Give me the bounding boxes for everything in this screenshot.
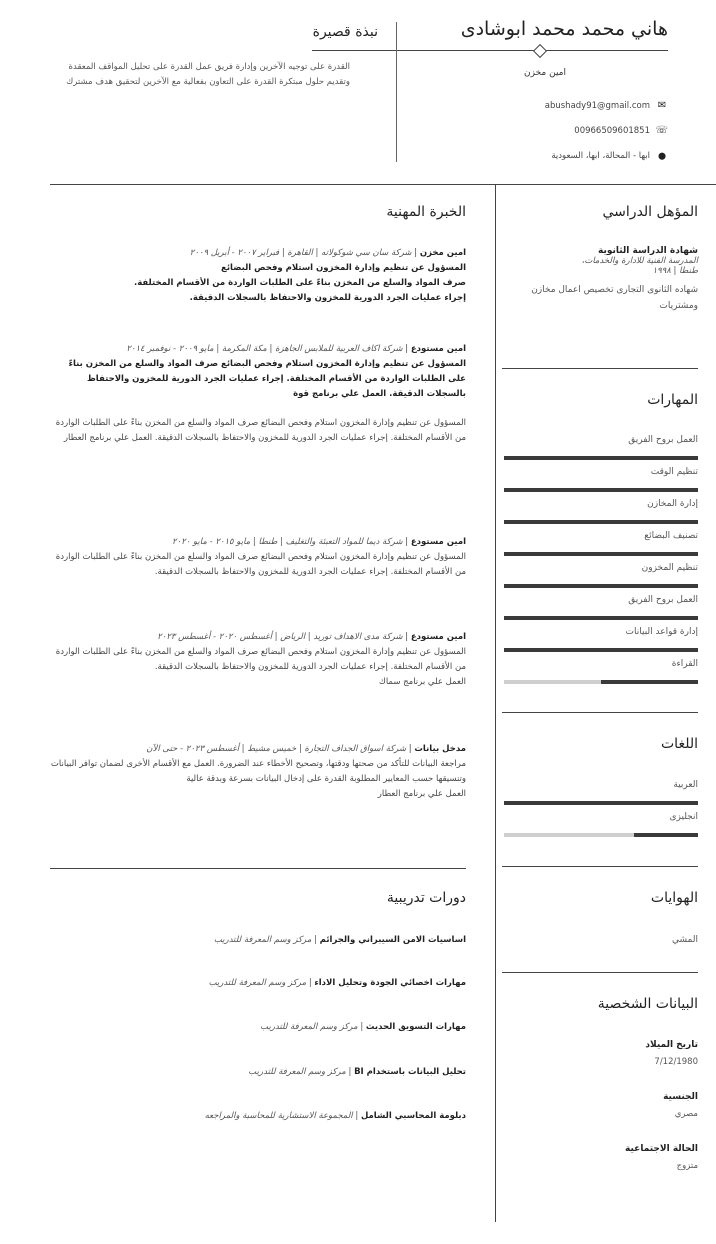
language-label: انجليزى [669,812,698,822]
section-rule [50,868,466,869]
skill-label: إدارة قواعد البيانات [625,627,698,637]
role-meta: شركة اسواق الجداف التجارة | خميس مشيط | أغسطس ٢٠٢٣ - حتى الآن [146,744,407,754]
skill-level-fill [504,456,698,460]
courses-title: دورات تدريبية [386,890,466,906]
about-title: نبذة قصيرة [312,24,378,40]
skill-level-bar [504,584,698,588]
course-institution: مركز وسم المعرفة للتدريب [248,1067,346,1077]
skill-label: تنظيم الوقت [650,467,698,477]
skill-label: العمل بروح الفريق [628,595,698,605]
experience-item: امين مستودع | شركة مدى الاهداف توريد | الرياض | أغسطس ٢٠٢٠ - أغسطس ٢٠٢٣ المسؤول عن تنظيم وإدارة المخزون استلام وفحص البضائع صرف المواد والسلع من المخزن بناءً على الطلبات الواردة من الأقسام المختلفة. إجراء عمليات الجرد الدورية للمخزون والاحتفاظ بالسجلات الدقيقة. العمل علي برنامج سماك [50,630,466,690]
skills-title: المهارات [647,392,698,408]
experience-line: صرف المواد والسلع من المخزن بناءً على الطلبات الواردة من الأقسام المختلفة. [134,278,466,288]
about-text: القدرة على توجيه الآخرين وإدارة فريق عمل القدرة على تحليل المواقف المعقدة وتقديم حلول مبتكرة القدرة على التعاون بفعالية مع الآخرين لتحقيق هدف مشترك [66,62,350,87]
language-level-fill [504,801,698,805]
experience-line: المسؤول عن تنظيم وإدارة المخزون استلام وفحص البضائع صرف المواد والسلع من المخزن بناءً على الطلبات الواردة من الأقسام المختلفة. إجراء عمليات الجرد الدورية للمخزون والاحتفاظ بالسجلات الدقيقة. [55,647,466,672]
school: المدرسة الفنية للادارة والخدمات، [581,256,698,266]
skill-level-bar [504,648,698,652]
role-title: امين مخزن [419,248,466,258]
skill-level-bar [504,520,698,524]
course-item: تحليل البيانات باستخدام BI | مركز وسم المعرفة للتدريب [248,1067,466,1077]
course-item: دبلومة المحاسبي الشامل | المجموعة الاستشارية للمحاسبة والمراجعه [204,1111,466,1121]
role-title: امين مستودع [410,344,466,354]
name-underline [312,50,668,51]
hobbies-title: الهوايات [650,890,698,906]
course-institution: مركز وسم المعرفة للتدريب [213,935,312,945]
course-institution: مركز وسم المعرفة للتدريب [208,978,307,988]
course-institution: المجموعة الاستشارية للمحاسبة والمراجعه [204,1111,353,1121]
languages-title: اللغات [661,736,698,752]
skill-label: تنظيم المخزون [641,563,698,573]
role-meta: شركة اكاف العربية للملابس الجاهزة | مكة المكرمة | مايو ٢٠٠٩ - نوفمبر ٢٠١٤ [126,344,403,354]
job-title: امين مخزن [524,68,566,78]
contact-phone[interactable] [574,125,668,136]
skill-label: العمل بروح الفريق [628,435,698,445]
header-divider [396,22,397,162]
skill-level-bar [504,616,698,620]
experience-line: المسؤول عن تنظيم وإدارة المخزون استلام وفحص البضائع صرف المواد والسلع من المخزن بناءً على الطلبات الواردة من الأقسام المختلفة. إجراء عمليات الجرد الدورية للمخزون والاحتفاظ بالسجلات الدقيقة. العمل علي برنامج قوة [68,359,466,399]
skill-level-fill [504,488,698,492]
skill-level-fill [504,552,698,556]
course-name: اساسيات الامن السيبراني والجرائم [319,935,466,945]
envelope-icon: ✉ [657,100,667,111]
course-name: مهارات التسويق الحديث [365,1022,466,1032]
language-level-bar [504,801,698,805]
language-label: العربية [673,780,698,790]
skill-level-bar [504,680,698,684]
section-rule [502,368,698,369]
diamond-ornament [533,44,547,58]
email-text: abushady91@gmail.com [544,100,650,111]
marital-status-label: الحالة الاجتماعية [625,1144,698,1154]
skill-label: القراءة [671,659,698,669]
contact-email[interactable] [545,100,668,111]
skill-level-fill [601,680,698,684]
address-text: ابها - المحالة، ابها، السعودية [551,151,650,161]
role-title: امين مستودع [410,537,466,547]
experience-line: المسؤول عن تنظيم وإدارة المخزون استلام وفحص البضائع صرف المواد والسلع من المخزن بناءً على الطلبات الواردة من الأقسام المختلفة. إجراء عمليات الجرد الدورية للمخزون والاحتفاظ بالسجلات الدقيقة. العمل علي برنامج العطار [55,418,466,443]
education-description: شهاده الثانوى التجارى تخصيص اعمال مخازن ومشتريات [531,285,698,311]
course-name: تحليل البيانات باستخدام BI [354,1067,466,1077]
skill-level-fill [504,648,698,652]
experience-line: إجراء عمليات الجرد الدورية للمخزون والاحتفاظ بالسجلات الدقيقة. [189,293,466,303]
experience-line: العمل علي برنامج العطار [377,789,466,799]
section-rule [502,866,698,867]
school-location: طنطا | ١٩٩٨ [652,266,698,276]
location-pin-icon: ⬤ [658,152,666,160]
column-divider [495,184,496,1222]
skill-label: إدارة المخازن [647,499,698,509]
experience-item: امين مستودع | شركة ديما للمواد التعبئة والتغليف | طنطا | مايو ٢٠١٥ - مايو ٢٠٢٠ المسؤول عن تنظيم وإدارة المخزون استلام وفحص البضائع صرف المواد والسلع من المخزن بناءً على الطلبات الواردة من الأقسام المختلفة. إجراء عمليات الجرد الدورية للمخزون والاحتفاظ بالسجلات الدقيقة. [50,535,466,580]
course-name: دبلومة المحاسبي الشامل [360,1111,466,1121]
role-meta: شركة مدى الاهداف توريد | الرياض | أغسطس ٢٠٢٠ - أغسطس ٢٠٢٣ [157,632,403,642]
phone-icon: ☏ [655,125,668,136]
experience-line: العمل علي برنامج سماك [378,677,466,687]
course-name: مهارات اخصائي الجودة وتحليل الاداء [314,978,466,988]
contact-address [551,151,668,161]
skill-level-bar [504,552,698,556]
experience-line: مراجعة البيانات للتأكد من صحتها ودقتها، وتصحيح الأخطاء عند الضرورة. العمل مع الأقسام الأخرى لضمان توافر البيانات وتنسيقها حسب المعايير المطلوبة القدرة على إدخال البيانات بسرعة وبدقة عالية [50,759,466,784]
language-level-bar [504,833,698,837]
skill-level-fill [504,584,698,588]
experience-item: امين مخزن | شركة سان سي شوكولاته | القاهرة | فبراير ٢٠٠٧ - أبريل ٢٠٠٩ المسؤول عن تنظيم وإدارة المخزون استلام وفحص البضائع صرف المواد والسلع من المخزن بناءً على الطلبات الواردة من الأقسام المختلفة. إجراء عمليات الجرد الدورية للمخزون والاحتفاظ بالسجلات الدقيقة. [50,246,466,306]
skill-level-fill [504,520,698,524]
nationality-label: الجنسية [663,1092,698,1102]
language-level-fill [634,833,698,837]
hobby-item: المشي [672,935,698,945]
role-meta: شركة ديما للمواد التعبئة والتغليف | طنطا | مايو ٢٠١٥ - مايو ٢٠٢٠ [172,537,403,547]
skill-label: تصنيف البضائع [644,531,698,541]
birthdate-value: 7/12/1980 [654,1057,698,1067]
experience-line: المسؤول عن تنظيم وإدارة المخزون استلام وفحص البضائع صرف المواد والسلع من المخزن بناءً على الطلبات الواردة من الأقسام المختلفة. إجراء عمليات الجرد الدورية للمخزون والاحتفاظ بالسجلات الدقيقة. [55,552,466,577]
section-rule [502,712,698,713]
course-institution: مركز وسم المعرفة للتدريب [260,1022,358,1032]
role-title: مدخل بيانات [414,744,466,754]
section-rule [502,972,698,973]
education-block [502,246,698,314]
candidate-name: هاني محمد محمد ابوشادى [460,18,668,40]
header-rule [50,184,716,185]
course-item: مهارات اخصائي الجودة وتحليل الاداء | مركز وسم المعرفة للتدريب [208,978,466,988]
skill-level-bar [504,456,698,460]
degree: شهادة الدراسة الثانوية [598,246,698,256]
experience-title: الخبرة المهنية [386,204,466,220]
education-title: المؤهل الدراسي [602,204,698,220]
role-meta: شركة سان سي شوكولاته | القاهرة | فبراير ٢٠٠٧ - أبريل ٢٠٠٩ [189,248,412,258]
marital-status-value: متزوج [676,1161,698,1171]
experience-line: المسؤول عن تنظيم وإدارة المخزون استلام وفحص البضائع [221,263,466,273]
nationality-value: مصري [674,1109,698,1119]
role-title: امين مستودع [410,632,466,642]
skill-level-bar [504,488,698,492]
skill-level-fill [504,616,698,620]
birthdate-label: تاريخ الميلاد [645,1040,698,1050]
experience-item: مدخل بيانات | شركة اسواق الجداف التجارة | خميس مشيط | أغسطس ٢٠٢٣ - حتى الآن مراجعة البيانات للتأكد من صحتها ودقتها، وتصحيح الأخطاء عند الضرورة. العمل مع الأقسام الأخرى لضمان توافر البيانات وتنسيقها حسب المعايير المطلوبة القدرة على إدخال البيانات بسرعة وبدقة عالية العمل علي برنامج العطار [50,742,466,802]
personal-title: البيانات الشخصية [597,996,698,1012]
experience-item: امين مستودع | شركة اكاف العربية للملابس الجاهزة | مكة المكرمة | مايو ٢٠٠٩ - نوفمبر ٢٠١٤ المسؤول عن تنظيم وإدارة المخزون استلام وفحص البضائع صرف المواد والسلع من المخزن بناءً على الطلبات الواردة من الأقسام المختلفة. إجراء عمليات الجرد الدورية للمخزون والاحتفاظ بالسجلات الدقيقة. العمل علي برنامج قوة المسؤول عن تنظيم وإدارة المخزون استلام وفحص البضائع صرف المواد والسلع من المخزن بناءً على الطلبات الواردة من الأقسام المختلفة. إجراء عمليات الجرد الدورية للمخزون والاحتفاظ بالسجلات الدقيقة. العمل علي برنامج العطار [50,342,466,446]
course-item: مهارات التسويق الحديث | مركز وسم المعرفة للتدريب [260,1022,466,1032]
phone-text: 00966509601851 [574,125,650,136]
course-item: اساسيات الامن السيبراني والجرائم | مركز وسم المعرفة للتدريب [213,935,466,945]
